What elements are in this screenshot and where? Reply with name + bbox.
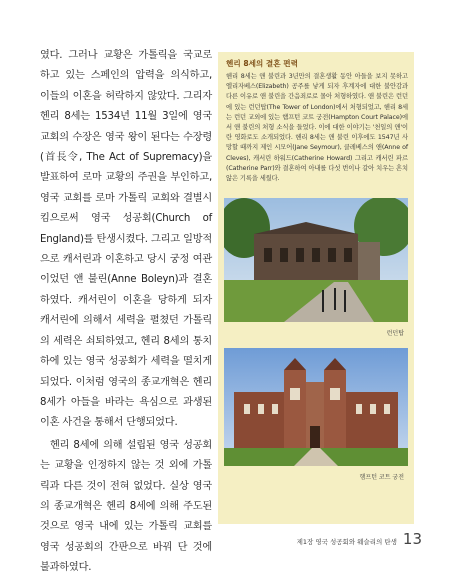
hampton-court-caption: 햄프턴 코트 궁전 xyxy=(359,474,404,481)
main-paragraph-1: 였다. 그러나 교황은 가톨릭을 국교로 하고 있는 스페인의 압력을 의식하고, 이들의 이혼을 허락하지 않았다. 그리자 헨리 8세는 1534년 11월 3일에 영국 교회의 수장은 영국 왕이 된다는 수장령(首長令, The Act of Supremacy)을 발표하여 로마 교황의 주권을 부인하고, 영국 교회를 로마 가톨릭 교회와 결별시킴으로써 영국 성공회(Church of England)를 탄생시켰다. 그리고 일방적으로 캐서린과 이혼하고 당시 궁정 여관이었던 앤 불린(Anne Boleyn)과 결혼하였다. 캐서린이 이혼을 당하게 되자 캐서린에 의해서 세력을 펼쳤던 가톨릭의 세력은 쇠퇴하였고, 헨리 8세의 통치하에 있는 영국 성공회가 세력을 떨치게 되었다. 이처럼 영국의 종교개혁은 헨리 8세가 아들을 바라는 욕심으로 과생된 이혼 사건을 통해서 단행되었다. xyxy=(40,50,212,429)
tower-of-london-photo xyxy=(224,198,408,322)
hampton-court-photo xyxy=(224,348,408,466)
sidebar-box xyxy=(218,52,414,524)
chapter-title: 제1장 영국 성공회와 웨슬리의 탄생 xyxy=(296,538,397,546)
main-text-column xyxy=(40,46,212,579)
tower-of-london-caption: 런던탑 xyxy=(386,330,404,337)
sidebar-title: 헨리 8세의 결혼 편력 xyxy=(226,59,298,68)
main-paragraph-2: 헨리 8세에 의해 설립된 영국 성공회는 교황을 인정하지 않는 것 외에 가톨릭과 다른 것이 전혀 없었다. 실상 영국의 종교개혁은 헨리 8세에 의해 주도된 것으로 영국 내에 있는 가톨릭 교회를 영국 성공회의 간판으로 바꿔 단 것에 불과하였다. xyxy=(40,439,212,574)
page-number: 13 xyxy=(402,530,422,548)
sidebar-body: 헨리 8세는 앤 불린과 3년만의 결혼생활 동안 아들을 보지 못하고 엘리자베스(Elizabeth) 공주를 낳게 되자 후계자에 대한 불안감과 다른 이유로 앤 불린을 간음죄로로 몰아 처형하였다. 앤 불린은 런던에 있는 런던탑(The Tower of London)에서 처형되었고, 헨리 8세는 런던 교외에 있는 햄프턴 코트 궁전(Hampton Court Palace)에서 앤 불린의 처형 소식을 들었다. 이에 대한 이야기는 '천일의 앤'이란 영화로도 소개되었다. 헨리 8세는 앤 불린 이후에도 1547년 사망할 때까지 제인 시모어(Jane Seymour), 클레베스의 앤(Anne of Cleves), 캐서린 하워드(Catherine Howard) 그리고 캐서린 파르(Catherine Parr)와 결혼하여 아내를 다섯 번이나 갈아 치우는 흔치 않은 기록을 세웠다. xyxy=(226,73,408,183)
page-footer xyxy=(297,530,422,548)
